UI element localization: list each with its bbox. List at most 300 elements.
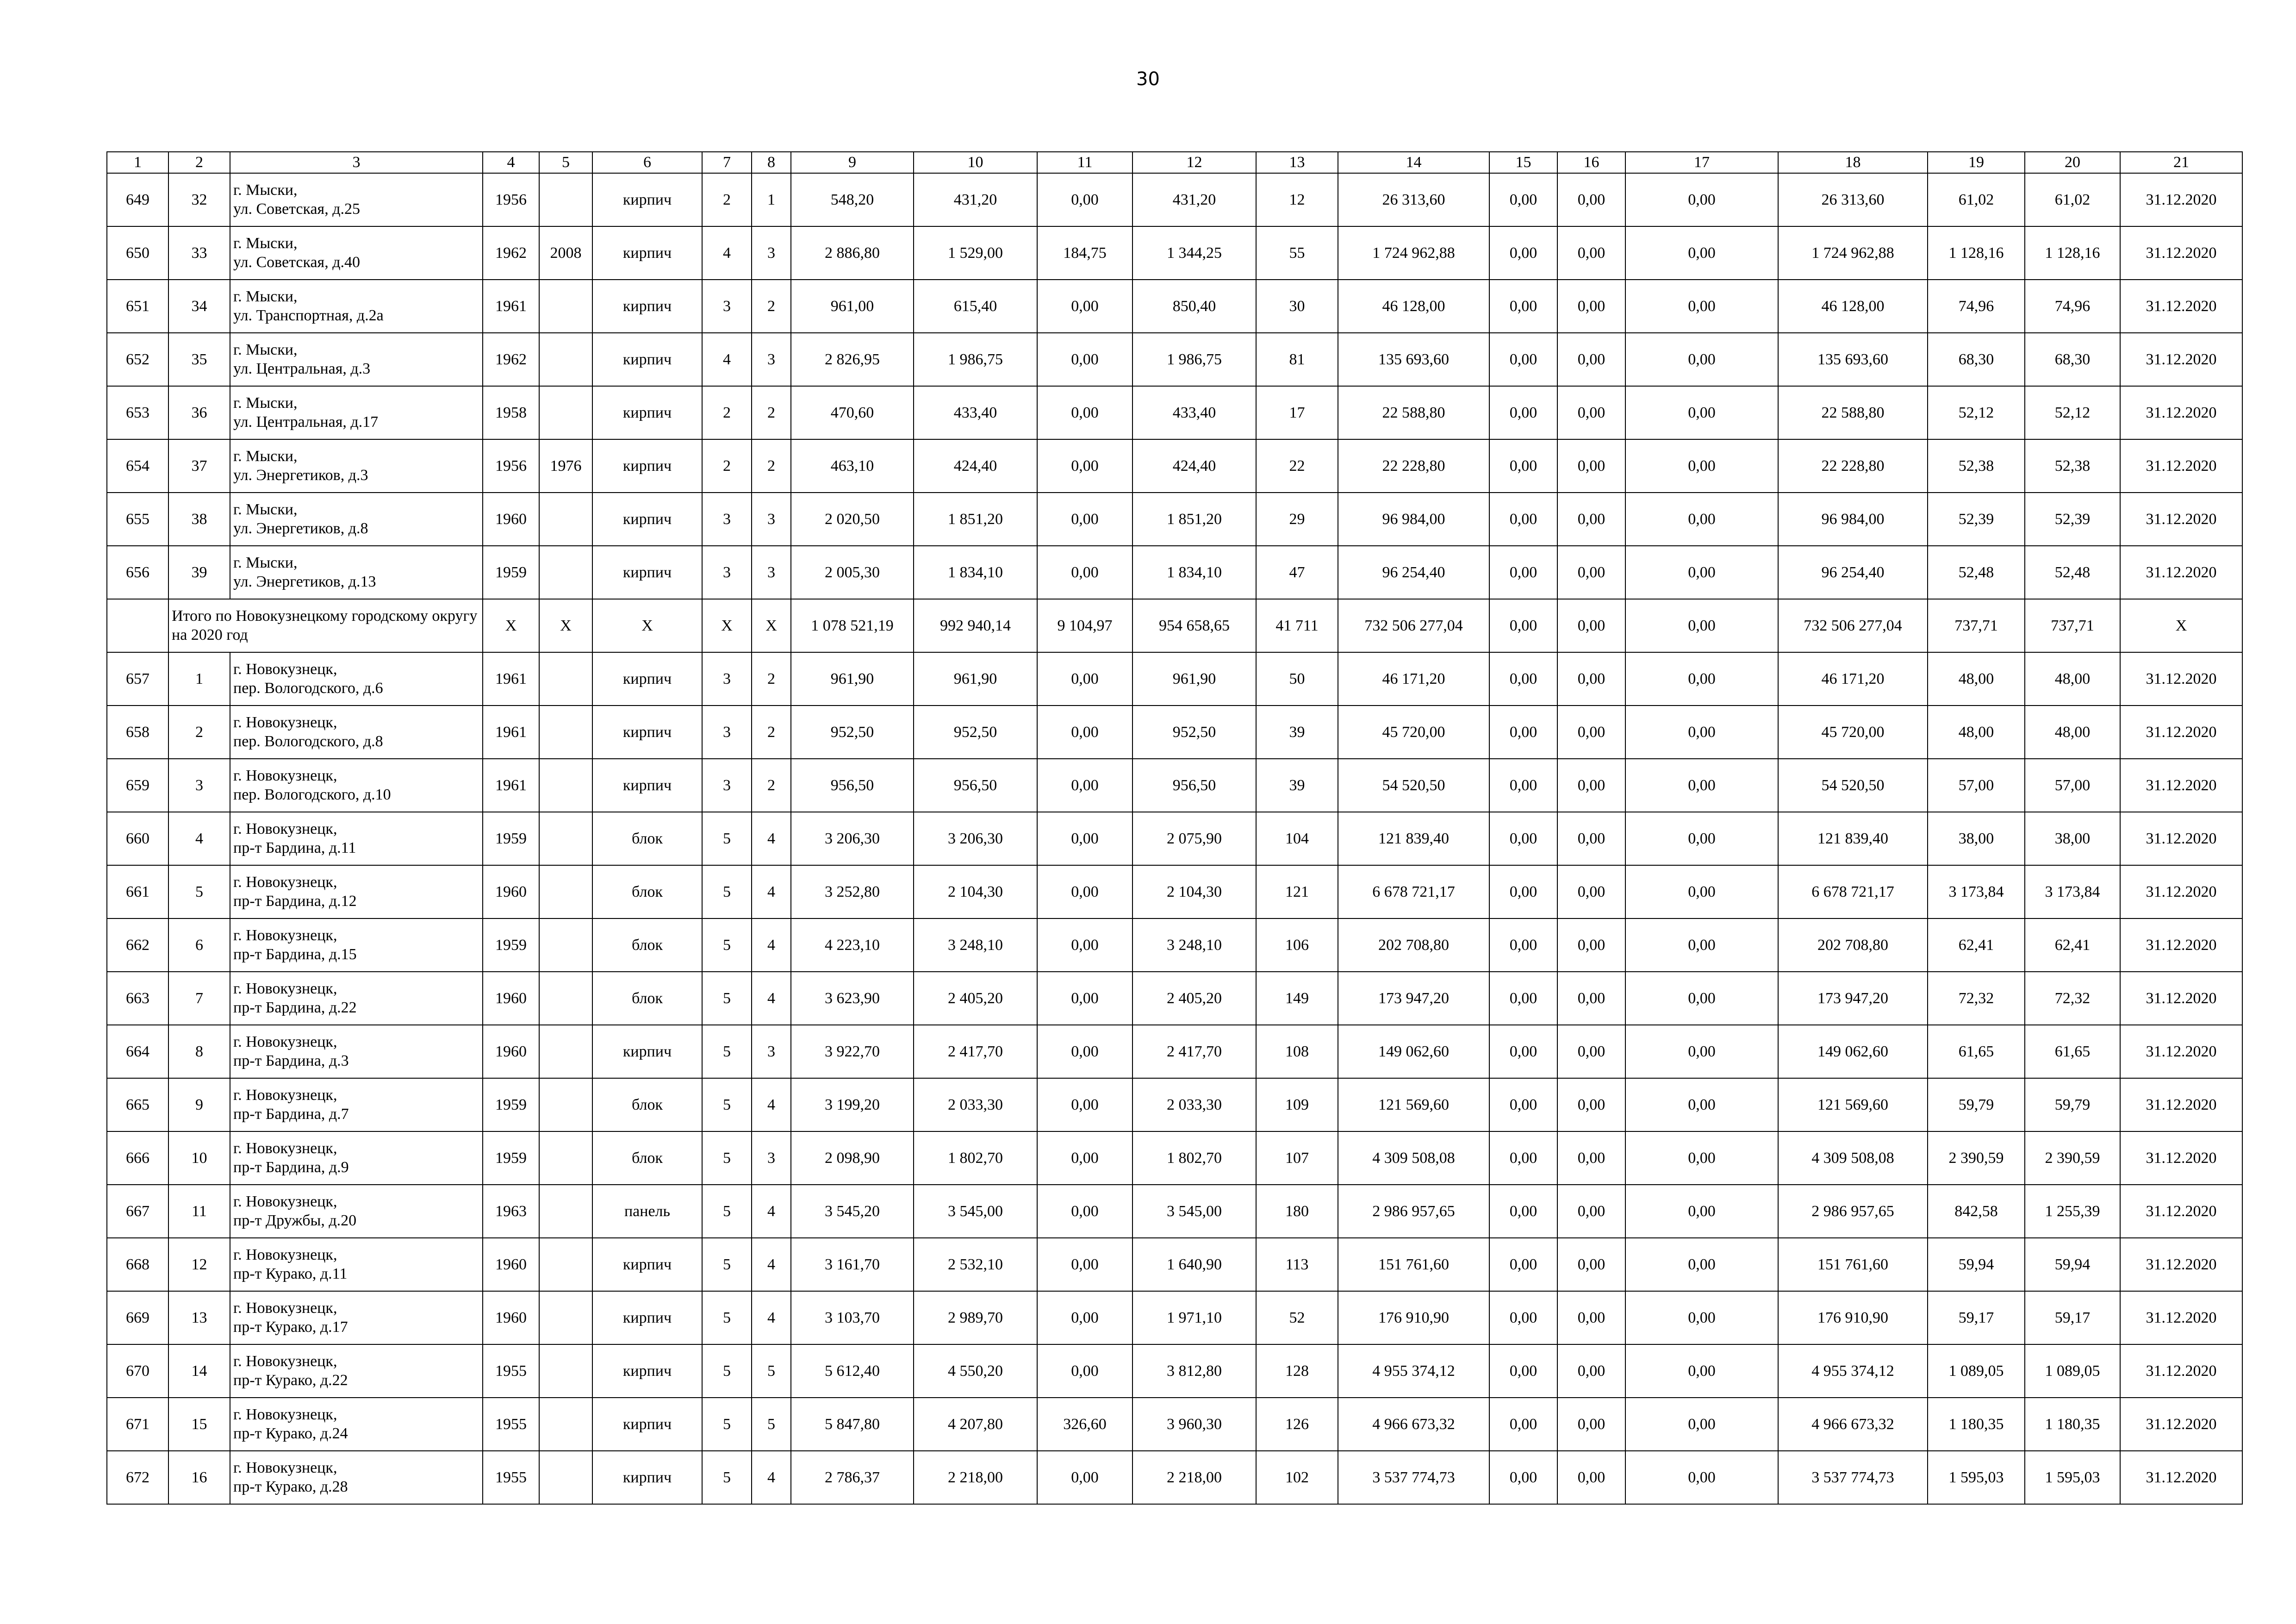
entrances-cell: 4 — [752, 1078, 791, 1131]
col16-cell: 0,00 — [1557, 1344, 1625, 1398]
col9-cell: 956,50 — [791, 759, 914, 812]
col13-cell: 106 — [1256, 918, 1338, 972]
col19-cell: 1 595,03 — [1928, 1451, 2025, 1504]
floors-cell: 3 — [702, 759, 752, 812]
col10-cell: 2 033,30 — [914, 1078, 1037, 1131]
wall-material-cell: кирпич — [592, 386, 702, 439]
col9-cell: 463,10 — [791, 439, 914, 493]
col16-cell: 0,00 — [1557, 333, 1625, 386]
row-number-cell: 652 — [107, 333, 168, 386]
reconstruction-year-cell — [539, 1291, 592, 1344]
wall-material-cell: кирпич — [592, 706, 702, 759]
col12-cell: 954 658,65 — [1132, 599, 1256, 652]
local-number-cell: 3 — [168, 759, 230, 812]
col13-cell: 50 — [1256, 652, 1338, 706]
row-number-cell: 671 — [107, 1398, 168, 1451]
address-cell — [230, 1451, 483, 1504]
address-street: пер. Вологодского, д.6 — [233, 679, 383, 697]
col11-cell: 0,00 — [1037, 706, 1132, 759]
entrances-cell: 3 — [752, 226, 791, 280]
address-city: г. Новокузнецк, — [233, 1459, 337, 1477]
col20-cell: 52,38 — [2025, 439, 2120, 493]
col17-cell: 0,00 — [1625, 546, 1778, 599]
table-row — [107, 546, 2242, 599]
row-number-cell: 651 — [107, 280, 168, 333]
col11-cell: 0,00 — [1037, 1344, 1132, 1398]
address-cell — [230, 812, 483, 865]
floors-cell: 4 — [702, 226, 752, 280]
address-city: г. Новокузнецк, — [233, 1299, 337, 1317]
address-cell — [230, 1131, 483, 1185]
table-row — [107, 333, 2242, 386]
row-number-cell: 660 — [107, 812, 168, 865]
reconstruction-year-cell — [539, 972, 592, 1025]
col14-cell: 2 986 957,65 — [1338, 1185, 1489, 1238]
col19-cell: 52,12 — [1928, 386, 2025, 439]
col12-cell: 2 075,90 — [1132, 812, 1256, 865]
address-cell — [230, 546, 483, 599]
col11-cell: 0,00 — [1037, 918, 1132, 972]
table-row — [107, 972, 2242, 1025]
year-built-cell: 1962 — [483, 226, 539, 280]
col15-cell: 0,00 — [1489, 1025, 1557, 1078]
local-number-cell: 33 — [168, 226, 230, 280]
col12-cell: 2 104,30 — [1132, 865, 1256, 918]
reconstruction-year-cell — [539, 280, 592, 333]
col10-cell: 1 529,00 — [914, 226, 1037, 280]
floors-cell: 2 — [702, 386, 752, 439]
column-number: 11 — [1037, 152, 1132, 173]
col19-cell: 62,41 — [1928, 918, 2025, 972]
floors-cell: 5 — [702, 1451, 752, 1504]
deadline-cell: 31.12.2020 — [2120, 280, 2242, 333]
col10-cell: 431,20 — [914, 173, 1037, 226]
col12-cell: 2 033,30 — [1132, 1078, 1256, 1131]
wall-material-cell: кирпич — [592, 652, 702, 706]
col14-cell: 22 588,80 — [1338, 386, 1489, 439]
local-number-cell: 37 — [168, 439, 230, 493]
reconstruction-year-cell — [539, 1398, 592, 1451]
address-city: г. Мыски, — [233, 341, 298, 359]
col14-cell: 46 128,00 — [1338, 280, 1489, 333]
page-number: 30 — [1136, 69, 1160, 90]
col15-cell: 0,00 — [1489, 1185, 1557, 1238]
col15-cell: 0,00 — [1489, 1344, 1557, 1398]
col19-cell: 2 390,59 — [1928, 1131, 2025, 1185]
col11-cell: 0,00 — [1037, 759, 1132, 812]
table-row — [107, 918, 2242, 972]
entrances-cell: 4 — [752, 918, 791, 972]
col15-cell: 0,00 — [1489, 280, 1557, 333]
col20-cell: 59,17 — [2025, 1291, 2120, 1344]
col10-cell: 3 206,30 — [914, 812, 1037, 865]
deadline-cell: 31.12.2020 — [2120, 1291, 2242, 1344]
floors-cell: 2 — [702, 173, 752, 226]
entrances-cell: 2 — [752, 759, 791, 812]
address-city: г. Мыски, — [233, 181, 298, 199]
address-street: пр-т Бардина, д.3 — [233, 1052, 349, 1069]
col18-cell: 135 693,60 — [1778, 333, 1928, 386]
table-row — [107, 1185, 2242, 1238]
column-number: 8 — [752, 152, 791, 173]
col17-cell: 0,00 — [1625, 333, 1778, 386]
col12-cell: 3 248,10 — [1132, 918, 1256, 972]
col15-cell: 0,00 — [1489, 1398, 1557, 1451]
col20-cell: 62,41 — [2025, 918, 2120, 972]
reconstruction-year-cell: 1976 — [539, 439, 592, 493]
col10-cell: 433,40 — [914, 386, 1037, 439]
col18-cell: 22 588,80 — [1778, 386, 1928, 439]
col11-cell: 9 104,97 — [1037, 599, 1132, 652]
deadline-cell: 31.12.2020 — [2120, 1131, 2242, 1185]
local-number-cell: 14 — [168, 1344, 230, 1398]
year-built-cell: X — [483, 599, 539, 652]
col16-cell: 0,00 — [1557, 972, 1625, 1025]
floors-cell: 5 — [702, 1078, 752, 1131]
col9-cell: 2 020,50 — [791, 493, 914, 546]
address-city: г. Новокузнецк, — [233, 1140, 337, 1157]
col13-cell: 12 — [1256, 173, 1338, 226]
entrances-cell: 2 — [752, 439, 791, 493]
col14-cell: 22 228,80 — [1338, 439, 1489, 493]
housing-table — [106, 151, 2243, 1505]
col15-cell: 0,00 — [1489, 1291, 1557, 1344]
table-row — [107, 493, 2242, 546]
col13-cell: 180 — [1256, 1185, 1338, 1238]
wall-material-cell: блок — [592, 812, 702, 865]
col14-cell: 45 720,00 — [1338, 706, 1489, 759]
col17-cell: 0,00 — [1625, 1344, 1778, 1398]
wall-material-cell: кирпич — [592, 173, 702, 226]
col20-cell: 52,48 — [2025, 546, 2120, 599]
col15-cell: 0,00 — [1489, 333, 1557, 386]
row-number-cell: 664 — [107, 1025, 168, 1078]
table-row — [107, 1344, 2242, 1398]
col16-cell: 0,00 — [1557, 918, 1625, 972]
col12-cell: 850,40 — [1132, 280, 1256, 333]
col11-cell: 0,00 — [1037, 1451, 1132, 1504]
col17-cell: 0,00 — [1625, 865, 1778, 918]
col18-cell: 121 569,60 — [1778, 1078, 1928, 1131]
row-number-cell: 670 — [107, 1344, 168, 1398]
deadline-cell: 31.12.2020 — [2120, 812, 2242, 865]
deadline-cell: 31.12.2020 — [2120, 972, 2242, 1025]
local-number-cell: 36 — [168, 386, 230, 439]
col13-cell: 108 — [1256, 1025, 1338, 1078]
reconstruction-year-cell — [539, 1344, 592, 1398]
col17-cell: 0,00 — [1625, 706, 1778, 759]
col10-cell: 615,40 — [914, 280, 1037, 333]
col13-cell: 126 — [1256, 1398, 1338, 1451]
column-number: 4 — [483, 152, 539, 173]
address-cell — [230, 918, 483, 972]
deadline-cell: 31.12.2020 — [2120, 1025, 2242, 1078]
column-number: 20 — [2025, 152, 2120, 173]
address-street: пр-т Дружбы, д.20 — [233, 1212, 357, 1229]
entrances-cell: 1 — [752, 173, 791, 226]
entrances-cell: 3 — [752, 1131, 791, 1185]
deadline-cell: 31.12.2020 — [2120, 1078, 2242, 1131]
col12-cell: 1 344,25 — [1132, 226, 1256, 280]
column-number: 2 — [168, 152, 230, 173]
col20-cell: 57,00 — [2025, 759, 2120, 812]
col9-cell: 961,00 — [791, 280, 914, 333]
col15-cell: 0,00 — [1489, 1238, 1557, 1291]
year-built-cell: 1960 — [483, 1238, 539, 1291]
col15-cell: 0,00 — [1489, 546, 1557, 599]
col10-cell: 1 986,75 — [914, 333, 1037, 386]
wall-material-cell: кирпич — [592, 226, 702, 280]
col14-cell: 149 062,60 — [1338, 1025, 1489, 1078]
address-city: г. Новокузнецк, — [233, 767, 337, 785]
reconstruction-year-cell — [539, 493, 592, 546]
col20-cell: 38,00 — [2025, 812, 2120, 865]
entrances-cell: 2 — [752, 652, 791, 706]
column-number: 14 — [1338, 152, 1489, 173]
deadline-cell: 31.12.2020 — [2120, 173, 2242, 226]
table-row — [107, 1451, 2242, 1504]
address-cell — [230, 280, 483, 333]
address-city: г. Новокузнецк, — [233, 1406, 337, 1424]
reconstruction-year-cell — [539, 1131, 592, 1185]
col17-cell: 0,00 — [1625, 173, 1778, 226]
col9-cell: 2 826,95 — [791, 333, 914, 386]
address-city: г. Новокузнецк, — [233, 1353, 337, 1370]
address-cell — [230, 1344, 483, 1398]
col10-cell: 4 207,80 — [914, 1398, 1037, 1451]
wall-material-cell: кирпич — [592, 546, 702, 599]
year-built-cell: 1961 — [483, 759, 539, 812]
col13-cell: 109 — [1256, 1078, 1338, 1131]
wall-material-cell: кирпич — [592, 333, 702, 386]
table-row — [107, 865, 2242, 918]
column-number: 21 — [2120, 152, 2242, 173]
table-row — [107, 386, 2242, 439]
row-number-cell: 665 — [107, 1078, 168, 1131]
deadline-cell: 31.12.2020 — [2120, 386, 2242, 439]
address-street: пр-т Курако, д.22 — [233, 1371, 348, 1389]
year-built-cell: 1960 — [483, 972, 539, 1025]
col10-cell: 1 802,70 — [914, 1131, 1037, 1185]
wall-material-cell: кирпич — [592, 493, 702, 546]
col16-cell: 0,00 — [1557, 226, 1625, 280]
col18-cell: 46 171,20 — [1778, 652, 1928, 706]
col12-cell: 424,40 — [1132, 439, 1256, 493]
row-number-cell: 654 — [107, 439, 168, 493]
col16-cell: 0,00 — [1557, 812, 1625, 865]
col13-cell: 102 — [1256, 1451, 1338, 1504]
entrances-cell: 5 — [752, 1398, 791, 1451]
col18-cell: 4 966 673,32 — [1778, 1398, 1928, 1451]
wall-material-cell: блок — [592, 865, 702, 918]
col17-cell: 0,00 — [1625, 386, 1778, 439]
col16-cell: 0,00 — [1557, 599, 1625, 652]
address-city: г. Мыски, — [233, 501, 298, 518]
address-street: пр-т Бардина, д.15 — [233, 945, 357, 963]
col19-cell: 737,71 — [1928, 599, 2025, 652]
table-row — [107, 1078, 2242, 1131]
col16-cell: 0,00 — [1557, 1025, 1625, 1078]
col16-cell: 0,00 — [1557, 1238, 1625, 1291]
col12-cell: 1 834,10 — [1132, 546, 1256, 599]
deadline-cell: 31.12.2020 — [2120, 1451, 2242, 1504]
col14-cell: 54 520,50 — [1338, 759, 1489, 812]
col17-cell: 0,00 — [1625, 1398, 1778, 1451]
col11-cell: 0,00 — [1037, 972, 1132, 1025]
deadline-cell: 31.12.2020 — [2120, 333, 2242, 386]
col19-cell: 57,00 — [1928, 759, 2025, 812]
col17-cell: 0,00 — [1625, 1131, 1778, 1185]
col20-cell: 48,00 — [2025, 652, 2120, 706]
col13-cell: 107 — [1256, 1131, 1338, 1185]
reconstruction-year-cell — [539, 173, 592, 226]
col14-cell: 173 947,20 — [1338, 972, 1489, 1025]
col19-cell: 68,30 — [1928, 333, 2025, 386]
deadline-cell: 31.12.2020 — [2120, 1344, 2242, 1398]
col15-cell: 0,00 — [1489, 706, 1557, 759]
year-built-cell: 1959 — [483, 812, 539, 865]
entrances-cell: 4 — [752, 1451, 791, 1504]
entrances-cell: 4 — [752, 1238, 791, 1291]
year-built-cell: 1962 — [483, 333, 539, 386]
col14-cell: 4 955 374,12 — [1338, 1344, 1489, 1398]
total-empty-cell — [107, 599, 168, 652]
entrances-cell: 3 — [752, 333, 791, 386]
col13-cell: 52 — [1256, 1291, 1338, 1344]
row-number-cell: 663 — [107, 972, 168, 1025]
column-number: 5 — [539, 152, 592, 173]
col20-cell: 1 595,03 — [2025, 1451, 2120, 1504]
col16-cell: 0,00 — [1557, 1078, 1625, 1131]
floors-cell: 3 — [702, 280, 752, 333]
col12-cell: 2 218,00 — [1132, 1451, 1256, 1504]
col9-cell: 3 199,20 — [791, 1078, 914, 1131]
year-built-cell: 1956 — [483, 173, 539, 226]
col18-cell: 202 708,80 — [1778, 918, 1928, 972]
column-number: 1 — [107, 152, 168, 173]
col12-cell: 3 960,30 — [1132, 1398, 1256, 1451]
reconstruction-year-cell — [539, 546, 592, 599]
col10-cell: 2 532,10 — [914, 1238, 1037, 1291]
reconstruction-year-cell — [539, 918, 592, 972]
col10-cell: 992 940,14 — [914, 599, 1037, 652]
col10-cell: 4 550,20 — [914, 1344, 1037, 1398]
col20-cell: 52,12 — [2025, 386, 2120, 439]
local-number-cell: 2 — [168, 706, 230, 759]
col14-cell: 151 761,60 — [1338, 1238, 1489, 1291]
col19-cell: 52,38 — [1928, 439, 2025, 493]
col12-cell: 1 802,70 — [1132, 1131, 1256, 1185]
row-number-cell: 667 — [107, 1185, 168, 1238]
reconstruction-year-cell — [539, 706, 592, 759]
col17-cell: 0,00 — [1625, 1451, 1778, 1504]
table-row — [107, 1131, 2242, 1185]
col17-cell: 0,00 — [1625, 759, 1778, 812]
col13-cell: 55 — [1256, 226, 1338, 280]
wall-material-cell: кирпич — [592, 759, 702, 812]
col16-cell: 0,00 — [1557, 1185, 1625, 1238]
address-city: г. Мыски, — [233, 448, 298, 465]
year-built-cell: 1959 — [483, 1131, 539, 1185]
address-street: пр-т Бардина, д.9 — [233, 1158, 349, 1176]
col13-cell: 81 — [1256, 333, 1338, 386]
year-built-cell: 1963 — [483, 1185, 539, 1238]
address-street: пр-т Курако, д.28 — [233, 1478, 348, 1495]
floors-cell: 3 — [702, 652, 752, 706]
col11-cell: 0,00 — [1037, 333, 1132, 386]
reconstruction-year-cell: 2008 — [539, 226, 592, 280]
col18-cell: 4 955 374,12 — [1778, 1344, 1928, 1398]
address-cell — [230, 226, 483, 280]
col11-cell: 0,00 — [1037, 1291, 1132, 1344]
col10-cell: 424,40 — [914, 439, 1037, 493]
col17-cell: 0,00 — [1625, 226, 1778, 280]
col17-cell: 0,00 — [1625, 439, 1778, 493]
row-number-cell: 659 — [107, 759, 168, 812]
col15-cell: 0,00 — [1489, 759, 1557, 812]
local-number-cell: 15 — [168, 1398, 230, 1451]
col17-cell: 0,00 — [1625, 280, 1778, 333]
col18-cell: 1 724 962,88 — [1778, 226, 1928, 280]
reconstruction-year-cell — [539, 759, 592, 812]
col19-cell: 59,94 — [1928, 1238, 2025, 1291]
floors-cell: 5 — [702, 1398, 752, 1451]
col9-cell: 2 786,37 — [791, 1451, 914, 1504]
column-number: 17 — [1625, 152, 1778, 173]
col10-cell: 3 545,00 — [914, 1185, 1037, 1238]
col19-cell: 72,32 — [1928, 972, 2025, 1025]
address-city: г. Новокузнецк, — [233, 1246, 337, 1264]
col17-cell: 0,00 — [1625, 918, 1778, 972]
col13-cell: 104 — [1256, 812, 1338, 865]
col15-cell: 0,00 — [1489, 493, 1557, 546]
address-cell — [230, 1185, 483, 1238]
floors-cell: 5 — [702, 972, 752, 1025]
column-number: 7 — [702, 152, 752, 173]
col20-cell: 1 128,16 — [2025, 226, 2120, 280]
year-built-cell: 1961 — [483, 280, 539, 333]
floors-cell: 5 — [702, 1131, 752, 1185]
col18-cell: 96 984,00 — [1778, 493, 1928, 546]
wall-material-cell: кирпич — [592, 1398, 702, 1451]
col18-cell: 149 062,60 — [1778, 1025, 1928, 1078]
year-built-cell: 1960 — [483, 1025, 539, 1078]
col10-cell: 956,50 — [914, 759, 1037, 812]
col12-cell: 1 851,20 — [1132, 493, 1256, 546]
col13-cell: 17 — [1256, 386, 1338, 439]
wall-material-cell: кирпич — [592, 280, 702, 333]
row-number-cell: 656 — [107, 546, 168, 599]
wall-material-cell: кирпич — [592, 1291, 702, 1344]
col18-cell: 54 520,50 — [1778, 759, 1928, 812]
col12-cell: 2 405,20 — [1132, 972, 1256, 1025]
col19-cell: 1 180,35 — [1928, 1398, 2025, 1451]
floors-cell: 3 — [702, 706, 752, 759]
col10-cell: 952,50 — [914, 706, 1037, 759]
local-number-cell: 35 — [168, 333, 230, 386]
col20-cell: 72,32 — [2025, 972, 2120, 1025]
col12-cell: 956,50 — [1132, 759, 1256, 812]
table-row — [107, 1025, 2242, 1078]
wall-material-cell: X — [592, 599, 702, 652]
local-number-cell: 4 — [168, 812, 230, 865]
col9-cell: 3 545,20 — [791, 1185, 914, 1238]
col14-cell: 96 984,00 — [1338, 493, 1489, 546]
col14-cell: 135 693,60 — [1338, 333, 1489, 386]
total-row — [107, 599, 2242, 652]
entrances-cell: 4 — [752, 1185, 791, 1238]
address-street: пр-т Курако, д.17 — [233, 1318, 348, 1336]
